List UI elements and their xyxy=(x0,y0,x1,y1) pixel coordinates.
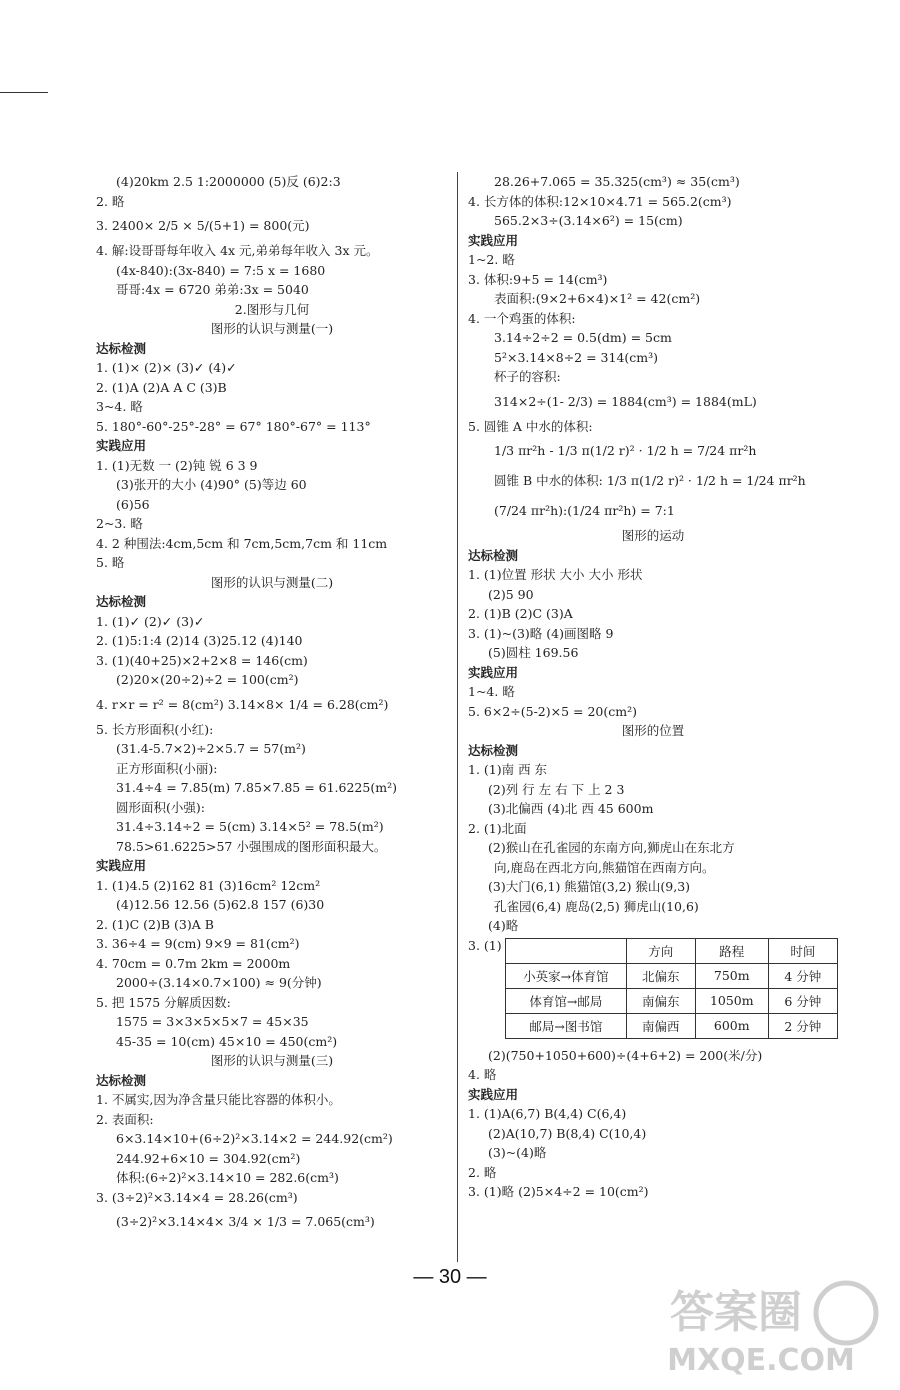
answer-line: 5. 6×2÷(5-2)×5 = 20(cm²) xyxy=(468,703,638,719)
route-table-cell: 南偏东 xyxy=(626,988,695,1013)
answer-line: 2. 略 xyxy=(96,193,125,209)
answer-line: (7/24 πr²h):(1/24 πr²h) = 7:1 xyxy=(494,503,675,518)
section-heading: 实践应用 xyxy=(468,664,519,680)
answer-line: 4. 2 种围法:4cm,5cm 和 7cm,5cm,7cm 和 11cm xyxy=(96,535,388,551)
route-table-cell: 6 分钟 xyxy=(768,988,837,1013)
section-heading: 达标检测 xyxy=(96,1072,147,1088)
answer-line: 圆锥 B 中水的体积: 1/3 π(1/2 r)² · 1/2 h = 1/24 πr²h xyxy=(494,473,806,488)
answer-line: 5. 圆锥 A 中水的体积: xyxy=(468,418,593,434)
answer-line: (2)猴山在孔雀园的东南方向,狮虎山在东北方 xyxy=(488,840,735,855)
subsection-title: 图形的位置 xyxy=(621,723,685,738)
answer-line: 2. (1)5:1:4 (2)14 (3)25.12 (4)140 xyxy=(96,633,303,648)
column-divider xyxy=(457,172,458,1262)
watermark-text: 答案圈 xyxy=(670,1287,802,1338)
route-table-cell: 小英家→体育馆 xyxy=(506,963,627,988)
answer-line: 向,鹿岛在西北方向,熊猫馆在西南方向。 xyxy=(494,859,715,875)
answer-line: 1. (1)× (2)× (3)✓ (4)✓ xyxy=(96,360,237,375)
answer-line: 2. (1)北面 xyxy=(468,820,527,836)
answer-line: (4)12.56 12.56 (5)62.8 157 (6)30 xyxy=(116,897,325,912)
answer-line: (2)列 行 左 右 下 上 2 3 xyxy=(488,781,625,797)
section-heading: 实践应用 xyxy=(468,232,519,248)
section-heading: 实践应用 xyxy=(96,438,147,453)
answer-line: (4)20km 2.5 1:2000000 (5)反 (6)2:3 xyxy=(116,174,341,189)
section-heading: 达标检测 xyxy=(96,340,147,356)
subsection-title: 图形的运动 xyxy=(621,528,685,543)
page-number: — 30 — xyxy=(413,1266,487,1288)
answer-line: (3÷2)²×3.14×4× 3/4 × 1/3 = 7.065(cm³) xyxy=(116,1214,375,1229)
answer-line: 圆形面积(小强): xyxy=(116,799,205,815)
right-column xyxy=(468,172,838,1202)
answer-line: 1/3 πr²h - 1/3 π(1/2 r)² · 1/2 h = 7/24 πr²h xyxy=(494,443,757,458)
route-table-header-cell xyxy=(506,938,627,963)
answer-line: 1~4. 略 xyxy=(468,684,515,699)
answer-line: 2. 表面积: xyxy=(96,1111,154,1127)
answer-line: (31.4-5.7×2)÷2×5.7 = 57(m²) xyxy=(116,741,306,756)
answer-line: 2. (1)C (2)B (3)A B xyxy=(96,916,214,932)
answer-line: 4. 解:设哥哥每年收入 4x 元,弟弟每年收入 3x 元。 xyxy=(96,243,379,258)
route-table-block xyxy=(468,938,838,1044)
route-table-cell: 1050m xyxy=(695,988,768,1013)
answer-line: 1. (1)位置 形状 大小 大小 形状 xyxy=(468,567,643,582)
answer-line: 哥哥:4x = 6720 弟弟:3x = 5040 xyxy=(116,282,309,297)
route-table xyxy=(505,938,838,1039)
subsection-title: 2.图形与几何 xyxy=(234,301,310,317)
answer-line: 5. 180°-60°-25°-28° = 67° 180°-67° = 113° xyxy=(96,418,371,434)
answer-line: 314×2÷(1- 2/3) = 1884(cm³) = 1884(mL) xyxy=(494,393,757,409)
answer-line: 4. r×r = r² = 8(cm²) 3.14×8× 1/4 = 6.28(cm²) xyxy=(96,696,389,712)
answer-line: (2)A(10,7) B(8,4) C(10,4) xyxy=(488,1125,647,1141)
answer-line: 3. (3÷2)²×3.14×4 = 28.26(cm³) xyxy=(96,1189,298,1205)
answer-line: 45-35 = 10(cm) 45×10 = 450(cm²) xyxy=(116,1033,338,1049)
answer-line: 3.14÷2÷2 = 0.5(dm) = 5cm xyxy=(494,330,672,345)
answer-line: 5. 把 1575 分解质因数: xyxy=(96,994,231,1010)
answer-line: 244.92+6×10 = 304.92(cm²) xyxy=(116,1150,301,1166)
watermark-url: MXQE.COM xyxy=(667,1343,855,1378)
section-heading: 达标检测 xyxy=(468,547,519,563)
answer-line: (3)~(4)略 xyxy=(488,1145,547,1160)
answer-line: 1. 不属实,因为净含量只能比容器的体积小。 xyxy=(96,1092,341,1107)
route-table-header-cell: 方向 xyxy=(626,938,695,963)
answer-line: 4. 70cm = 0.7m 2km = 2000m xyxy=(96,955,291,971)
answer-line: 1. (1)无数 一 (2)钝 锐 6 3 9 xyxy=(96,457,258,473)
answer-line: 4. 长方体的体积:12×10×4.71 = 565.2(cm³) xyxy=(468,193,732,209)
route-table-label: 3. (1) xyxy=(468,937,502,953)
route-table-header xyxy=(506,938,838,963)
answer-line: 4. 一个鸡蛋的体积: xyxy=(468,310,576,326)
route-table-cell: 750m xyxy=(695,963,768,988)
answer-line: (4)略 xyxy=(488,918,519,933)
answer-line: 3. 2400× 2/5 × 5/(5+1) = 800(元) xyxy=(96,218,310,233)
answer-line: 2000÷(3.14×0.7×100) ≈ 9(分钟) xyxy=(116,975,322,990)
route-table-cell: 南偏西 xyxy=(626,1013,695,1038)
subsection-title: 图形的认识与测量(三) xyxy=(210,1053,334,1068)
answer-line: 1575 = 3×3×5×5×7 = 45×35 xyxy=(116,1014,309,1029)
answer-line: 正方形面积(小丽): xyxy=(116,760,218,776)
answer-line: 1. (1)南 西 东 xyxy=(468,762,548,777)
answer-line: 2~3. 略 xyxy=(96,516,143,531)
answer-line: (6)56 xyxy=(116,496,150,512)
route-table-row xyxy=(506,988,838,1013)
answer-line: 3. (1)(40+25)×2+2×8 = 146(cm) xyxy=(96,652,308,668)
answer-line: 2. 略 xyxy=(468,1164,497,1180)
route-table-header-cell: 路程 xyxy=(695,938,768,963)
answer-line: 2. (1)A (2)A A C (3)B xyxy=(96,379,227,395)
section-heading: 达标检测 xyxy=(468,742,519,758)
answer-line: 1~2. 略 xyxy=(468,252,515,267)
route-table-cell: 4 分钟 xyxy=(768,963,837,988)
answer-line: 杯子的容积: xyxy=(494,369,561,384)
answer-line: 5. 长方形面积(小红): xyxy=(96,721,214,737)
route-table-header-cell: 时间 xyxy=(768,938,837,963)
section-heading: 实践应用 xyxy=(468,1086,519,1102)
answer-line: (3)北偏西 (4)北 西 45 600m xyxy=(488,801,654,816)
answer-line: 4. 略 xyxy=(468,1067,497,1082)
section-heading: 实践应用 xyxy=(96,858,147,873)
subsection-title: 图形的认识与测量(二) xyxy=(210,574,334,590)
answer-line: (5)圆柱 169.56 xyxy=(488,645,579,660)
section-heading: 达标检测 xyxy=(96,594,147,609)
answer-line: 1. (1)4.5 (2)162 81 (3)16cm² 12cm² xyxy=(96,877,321,893)
answer-line: (2)20×(20÷2)÷2 = 100(cm²) xyxy=(116,672,299,687)
answer-line: 3. (1)略 (2)5×4÷2 = 10(cm²) xyxy=(468,1184,649,1199)
answer-line: 565.2×3÷(3.14×6²) = 15(cm) xyxy=(494,213,683,228)
answer-line: 1. (1)A(6,7) B(4,4) C(6,4) xyxy=(468,1106,627,1121)
answer-line: 3. 36÷4 = 9(cm) 9×9 = 81(cm²) xyxy=(96,936,300,951)
route-table-body xyxy=(506,963,838,1038)
answer-line: 6×3.14×10+(6÷2)²×3.14×2 = 244.92(cm²) xyxy=(116,1131,393,1146)
right-column-top xyxy=(468,172,838,936)
answer-line: 孔雀园(6,4) 鹿岛(2,5) 狮虎山(10,6) xyxy=(494,898,699,914)
answer-line: (4x-840):(3x-840) = 7:5 x = 1680 xyxy=(116,262,326,278)
answer-line: 28.26+7.065 = 35.325(cm³) ≈ 35(cm³) xyxy=(494,174,740,189)
route-table-cell: 体育馆→邮局 xyxy=(506,988,627,1013)
header-rule xyxy=(0,92,48,93)
answer-line: 体积:(6÷2)²×3.14×10 = 282.6(cm³) xyxy=(116,1170,339,1185)
right-column-bottom xyxy=(468,1046,838,1202)
answer-line: 2. (1)B (2)C (3)A xyxy=(468,606,573,621)
answer-line: 5²×3.14×8÷2 = 314(cm³) xyxy=(494,349,659,365)
route-table-row xyxy=(506,1013,838,1038)
route-table-cell: 北偏东 xyxy=(626,963,695,988)
answer-line: 31.4÷4 = 7.85(m) 7.85×7.85 = 61.6225(m²) xyxy=(116,780,397,795)
answer-line: 3. 体积:9+5 = 14(cm³) xyxy=(468,271,608,287)
watermark-logo xyxy=(636,1275,886,1380)
left-column xyxy=(96,172,448,1237)
subsection-title: 图形的认识与测量(一) xyxy=(210,321,334,336)
route-table-cell: 600m xyxy=(695,1013,768,1038)
answer-line: 3~4. 略 xyxy=(96,399,143,414)
answer-line: (3)大门(6,1) 熊猫馆(3,2) 猴山(9,3) xyxy=(488,879,691,894)
route-table-cell: 2 分钟 xyxy=(768,1013,837,1038)
answer-line: (2)(750+1050+600)÷(4+6+2) = 200(米/分) xyxy=(488,1047,763,1063)
answer-line: (3)张开的大小 (4)90° (5)等边 60 xyxy=(116,477,307,492)
answer-line: 78.5>61.6225>57 小强围成的图形面积最大。 xyxy=(116,838,387,854)
route-table-row xyxy=(506,963,838,988)
route-table-cell: 邮局→图书馆 xyxy=(506,1013,627,1038)
answer-line: 3. (1)~(3)略 (4)画图略 9 xyxy=(468,625,614,641)
answer-line: 5. 略 xyxy=(96,555,125,570)
answer-line: 31.4÷3.14÷2 = 5(cm) 3.14×5² = 78.5(m²) xyxy=(116,819,384,834)
answer-line: 1. (1)✓ (2)✓ (3)✓ xyxy=(96,613,205,629)
answer-line: (2)5 90 xyxy=(488,586,534,602)
answer-line: 表面积:(9×2+6×4)×1² = 42(cm²) xyxy=(494,291,701,306)
